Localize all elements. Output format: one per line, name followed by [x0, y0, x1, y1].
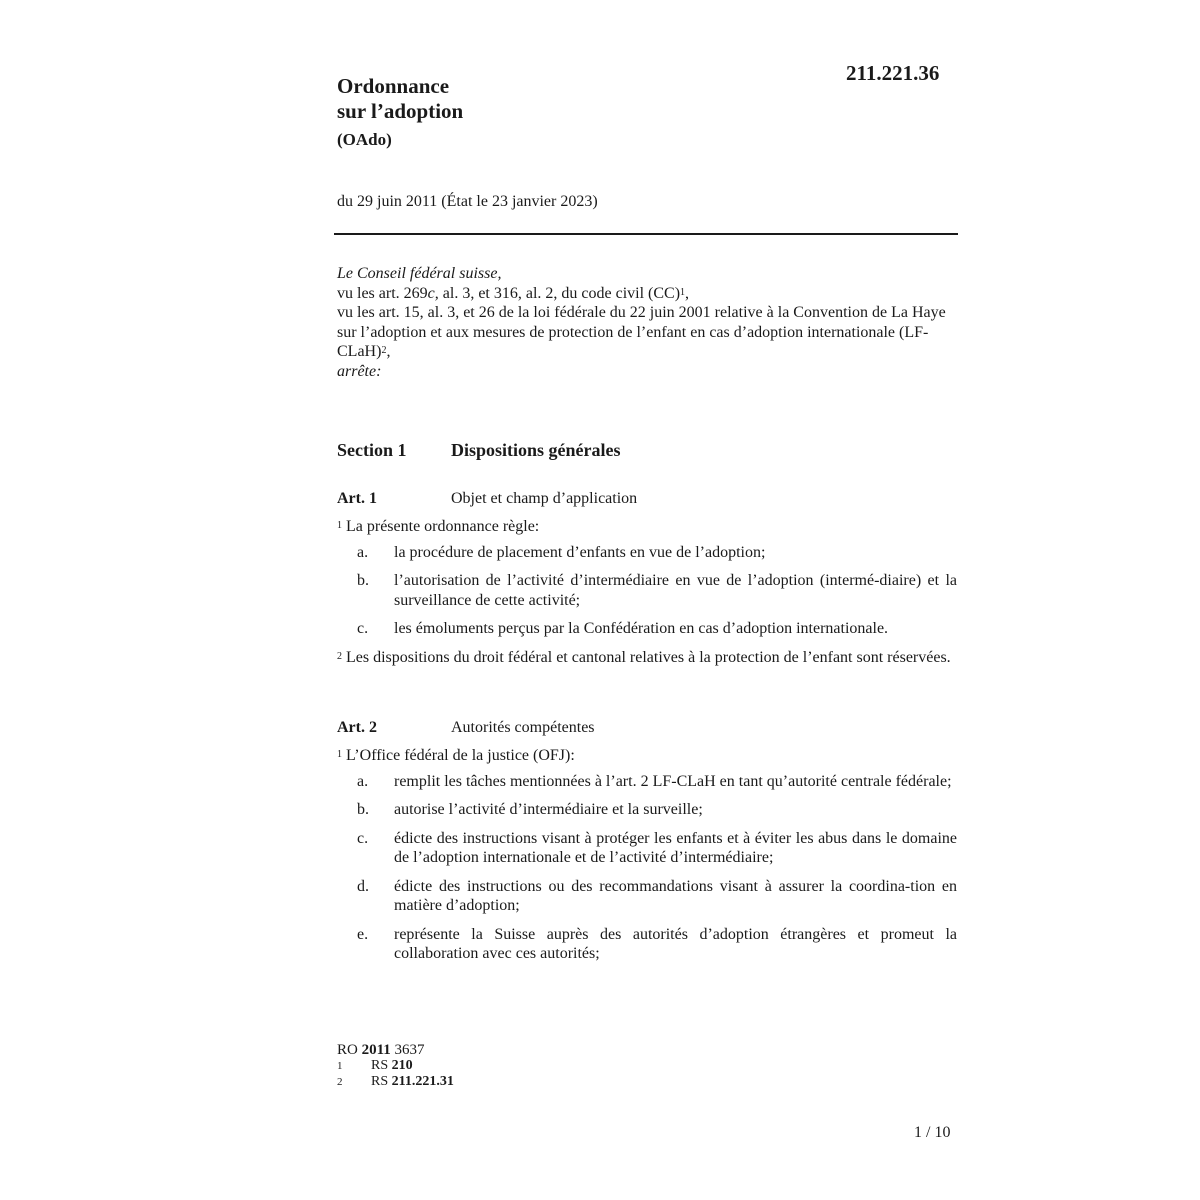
article-heading	[337, 718, 957, 738]
paragraph-text: Les dispositions du droit fédéral et cantonal relatives à la protection de l’enfant sont réservées.	[342, 648, 951, 666]
article-heading	[337, 489, 957, 509]
list-item	[337, 619, 957, 639]
article-title: Autorités compétentes	[451, 719, 595, 736]
ro-page: 3637	[390, 1042, 425, 1058]
section-title: Dispositions générales	[451, 440, 621, 460]
paragraph-number: 2	[337, 650, 342, 662]
footnote-ref[interactable]: 211.221.31	[391, 1074, 454, 1089]
section-number: Section 1	[337, 440, 407, 460]
paragraph-1	[337, 746, 957, 766]
item-label: d.	[357, 877, 369, 895]
article-number[interactable]: Art. 2	[337, 719, 377, 736]
ro-reference	[337, 1042, 737, 1058]
ro-prefix: RO	[337, 1042, 362, 1058]
footnote-ref-2[interactable]: 2	[381, 345, 387, 356]
section-heading	[337, 440, 957, 461]
list-item	[337, 543, 957, 563]
date-line: du 29 juin 2011 (État le 23 janvier 2023)	[337, 193, 598, 210]
item-label: a.	[357, 543, 369, 561]
preamble-decree: arrête:	[337, 362, 382, 380]
item-text: autorise l’activité d’intermédiaire et la surveille;	[394, 801, 703, 818]
footnote-ref-1[interactable]: 1	[680, 286, 686, 298]
item-text: édicte des instructions visant à protéger les enfants et à éviter les abus dans le domaine de l’adoption internationale et de l’activité d’intermédiaire;	[394, 829, 957, 866]
footnote-1	[337, 1058, 737, 1074]
paragraph-2	[337, 648, 957, 668]
ro-year: 2011	[361, 1042, 391, 1058]
vu2-end: ,	[386, 343, 391, 360]
item-label: b.	[357, 572, 369, 589]
footnote-prefix: RS	[371, 1058, 392, 1073]
title-line-2: sur l’adoption	[337, 99, 464, 123]
footnote-ref[interactable]: 210	[391, 1058, 413, 1073]
item-text: les émoluments perçus par la Confédération en cas d’adoption internationale.	[394, 620, 889, 637]
footnotes	[337, 1042, 737, 1090]
article-2	[337, 718, 957, 973]
list-item	[337, 925, 957, 964]
title-abbreviation: (OAdo)	[337, 130, 392, 149]
paragraph-number: 1	[337, 520, 342, 531]
list-item	[337, 571, 957, 610]
item-text: édicte des instructions ou des recommandations visant à assurer la coordina-tion en matière d’adoption;	[394, 877, 957, 914]
item-text: remplit les tâches mentionnées à l’art. 2 LF-CLaH en tant qu’autorité centrale fédérale;	[394, 772, 952, 790]
document-title	[337, 74, 463, 124]
header-divider	[334, 233, 958, 235]
preamble-vu-2	[337, 303, 957, 362]
list-item	[337, 829, 957, 868]
footnote-number: 1	[337, 1060, 343, 1072]
article-number[interactable]: Art. 1	[337, 490, 377, 507]
page-number: 1 / 10	[914, 1124, 951, 1141]
article-title: Objet et champ d’application	[451, 490, 638, 507]
paragraph-number: 1	[337, 749, 342, 760]
item-list	[337, 772, 957, 964]
vu1-italic-letter: c,	[427, 284, 439, 302]
preamble	[337, 264, 957, 381]
item-label: a.	[357, 772, 369, 790]
list-item	[337, 800, 957, 820]
paragraph-text: La présente ordonnance règle:	[342, 518, 540, 535]
paragraph-1	[337, 517, 957, 537]
footnote-prefix: RS	[371, 1074, 392, 1089]
item-label: e.	[357, 925, 369, 943]
list-item	[337, 772, 957, 792]
paragraph-text: L’Office fédéral de la justice (OFJ):	[342, 747, 575, 764]
item-list	[337, 543, 957, 639]
footnote-number: 2	[337, 1076, 343, 1088]
list-item	[337, 877, 957, 916]
title-line-1: Ordonnance	[337, 74, 450, 98]
item-text: représente la Suisse auprès des autorités d’adoption étrangères et promeut la collaboration avec ces autorités;	[394, 925, 957, 962]
vu1-text-b: al. 3, et 316, al. 2, du code civil (CC)	[438, 284, 681, 302]
item-label: c.	[357, 620, 369, 637]
footnote-2	[337, 1074, 737, 1090]
sr-number: 211.221.36	[846, 61, 940, 85]
vu1-text-a: vu les art. 269	[337, 284, 428, 302]
item-text: l’autorisation de l’activité d’intermédiaire en vue de l’adoption (intermé-diaire) et la surveillance de cette activité;	[394, 572, 957, 609]
vu2-text: vu les art. 15, al. 3, et 26 de la loi fédérale du 22 juin 2001 relative à la Convention de La Haye sur l’adoption et aux mesures de protection de l’enfant en cas d’adoption internationale (LF-CLaH)	[337, 304, 946, 360]
item-label: b.	[357, 801, 369, 818]
item-text: la procédure de placement d’enfants en vue de l’adoption;	[394, 543, 766, 561]
preamble-issuer: Le Conseil fédéral suisse,	[337, 265, 502, 282]
item-label: c.	[357, 829, 369, 847]
preamble-vu-1	[337, 284, 957, 304]
vu1-end: ,	[685, 284, 690, 302]
article-1	[337, 489, 957, 667]
